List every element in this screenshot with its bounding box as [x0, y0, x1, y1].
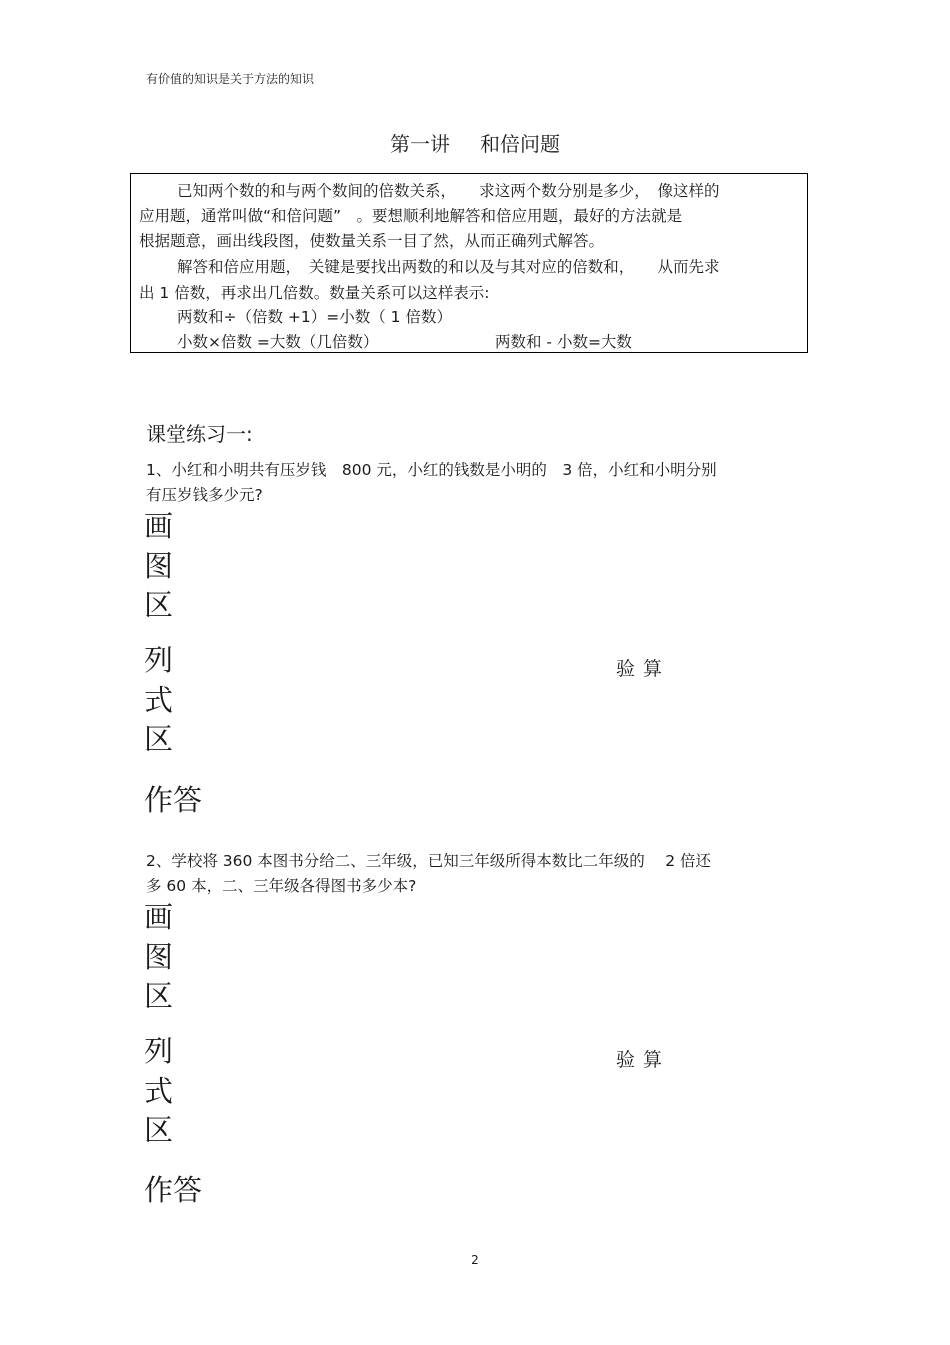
formula-area-label: 式 [144, 683, 174, 717]
page-header: 有价值的知识是关于方法的知识 [146, 72, 315, 86]
formula-area-label: 列 [144, 1034, 174, 1068]
draw-area-label: 画 [144, 509, 174, 543]
formula-area-label: 列 [144, 643, 174, 677]
draw-area-label: 画 [144, 900, 174, 934]
question-2-line-1: 2、学校将 360 本图书分给二、三年级，已知三年级所得本数比二年级的 2 倍还 [146, 852, 712, 870]
check-label: 验算 [616, 1049, 671, 1071]
intro-formula: 两数和÷（倍数 +1）=小数（ 1 倍数） [177, 308, 452, 326]
intro-line: 根据题意，画出线段图，使数量关系一目了然，从而正确列式解答。 [139, 232, 605, 250]
answer-label: 作答 [144, 1173, 203, 1207]
formula-area-label: 区 [144, 722, 174, 756]
lecture-topic: 和倍问题 [480, 132, 560, 156]
page-number: 2 [471, 1253, 479, 1267]
intro-box [130, 173, 808, 353]
formula-area-label: 式 [144, 1074, 174, 1108]
lecture-title [0, 128, 950, 157]
question-1-line-1: 1、小红和小明共有压岁钱 800 元，小红的钱数是小明的 3 倍，小红和小明分别 [146, 461, 717, 479]
intro-line: 出 1 倍数，再求出几倍数。数量关系可以这样表示: [139, 284, 490, 302]
check-label: 验算 [616, 658, 671, 680]
intro-line: 已知两个数的和与两个数间的倍数关系， 求这两个数分别是多少， 像这样的 [177, 182, 720, 200]
lecture-number: 第一讲 [390, 132, 450, 156]
question-1-line-2: 有压岁钱多少元? [146, 486, 263, 504]
draw-area-label: 区 [144, 588, 174, 622]
question-2-line-2: 多 60 本，二、三年级各得图书多少本? [146, 877, 417, 895]
draw-area-label: 图 [144, 940, 174, 974]
intro-line: 解答和倍应用题， 关键是要找出两数的和以及与其对应的倍数和， 从而先求 [177, 258, 720, 276]
practice-title: 课堂练习一: [146, 422, 253, 446]
intro-formula: 小数×倍数 =大数（几倍数） [177, 333, 379, 351]
draw-area-label: 区 [144, 979, 174, 1013]
draw-area-label: 图 [144, 549, 174, 583]
intro-line: 应用题，通常叫做“和倍问题” 。要想顺利地解答和倍应用题，最好的方法就是 [139, 207, 683, 225]
formula-area-label: 区 [144, 1113, 174, 1147]
answer-label: 作答 [144, 783, 203, 817]
intro-formula: 两数和 - 小数=大数 [495, 333, 632, 351]
